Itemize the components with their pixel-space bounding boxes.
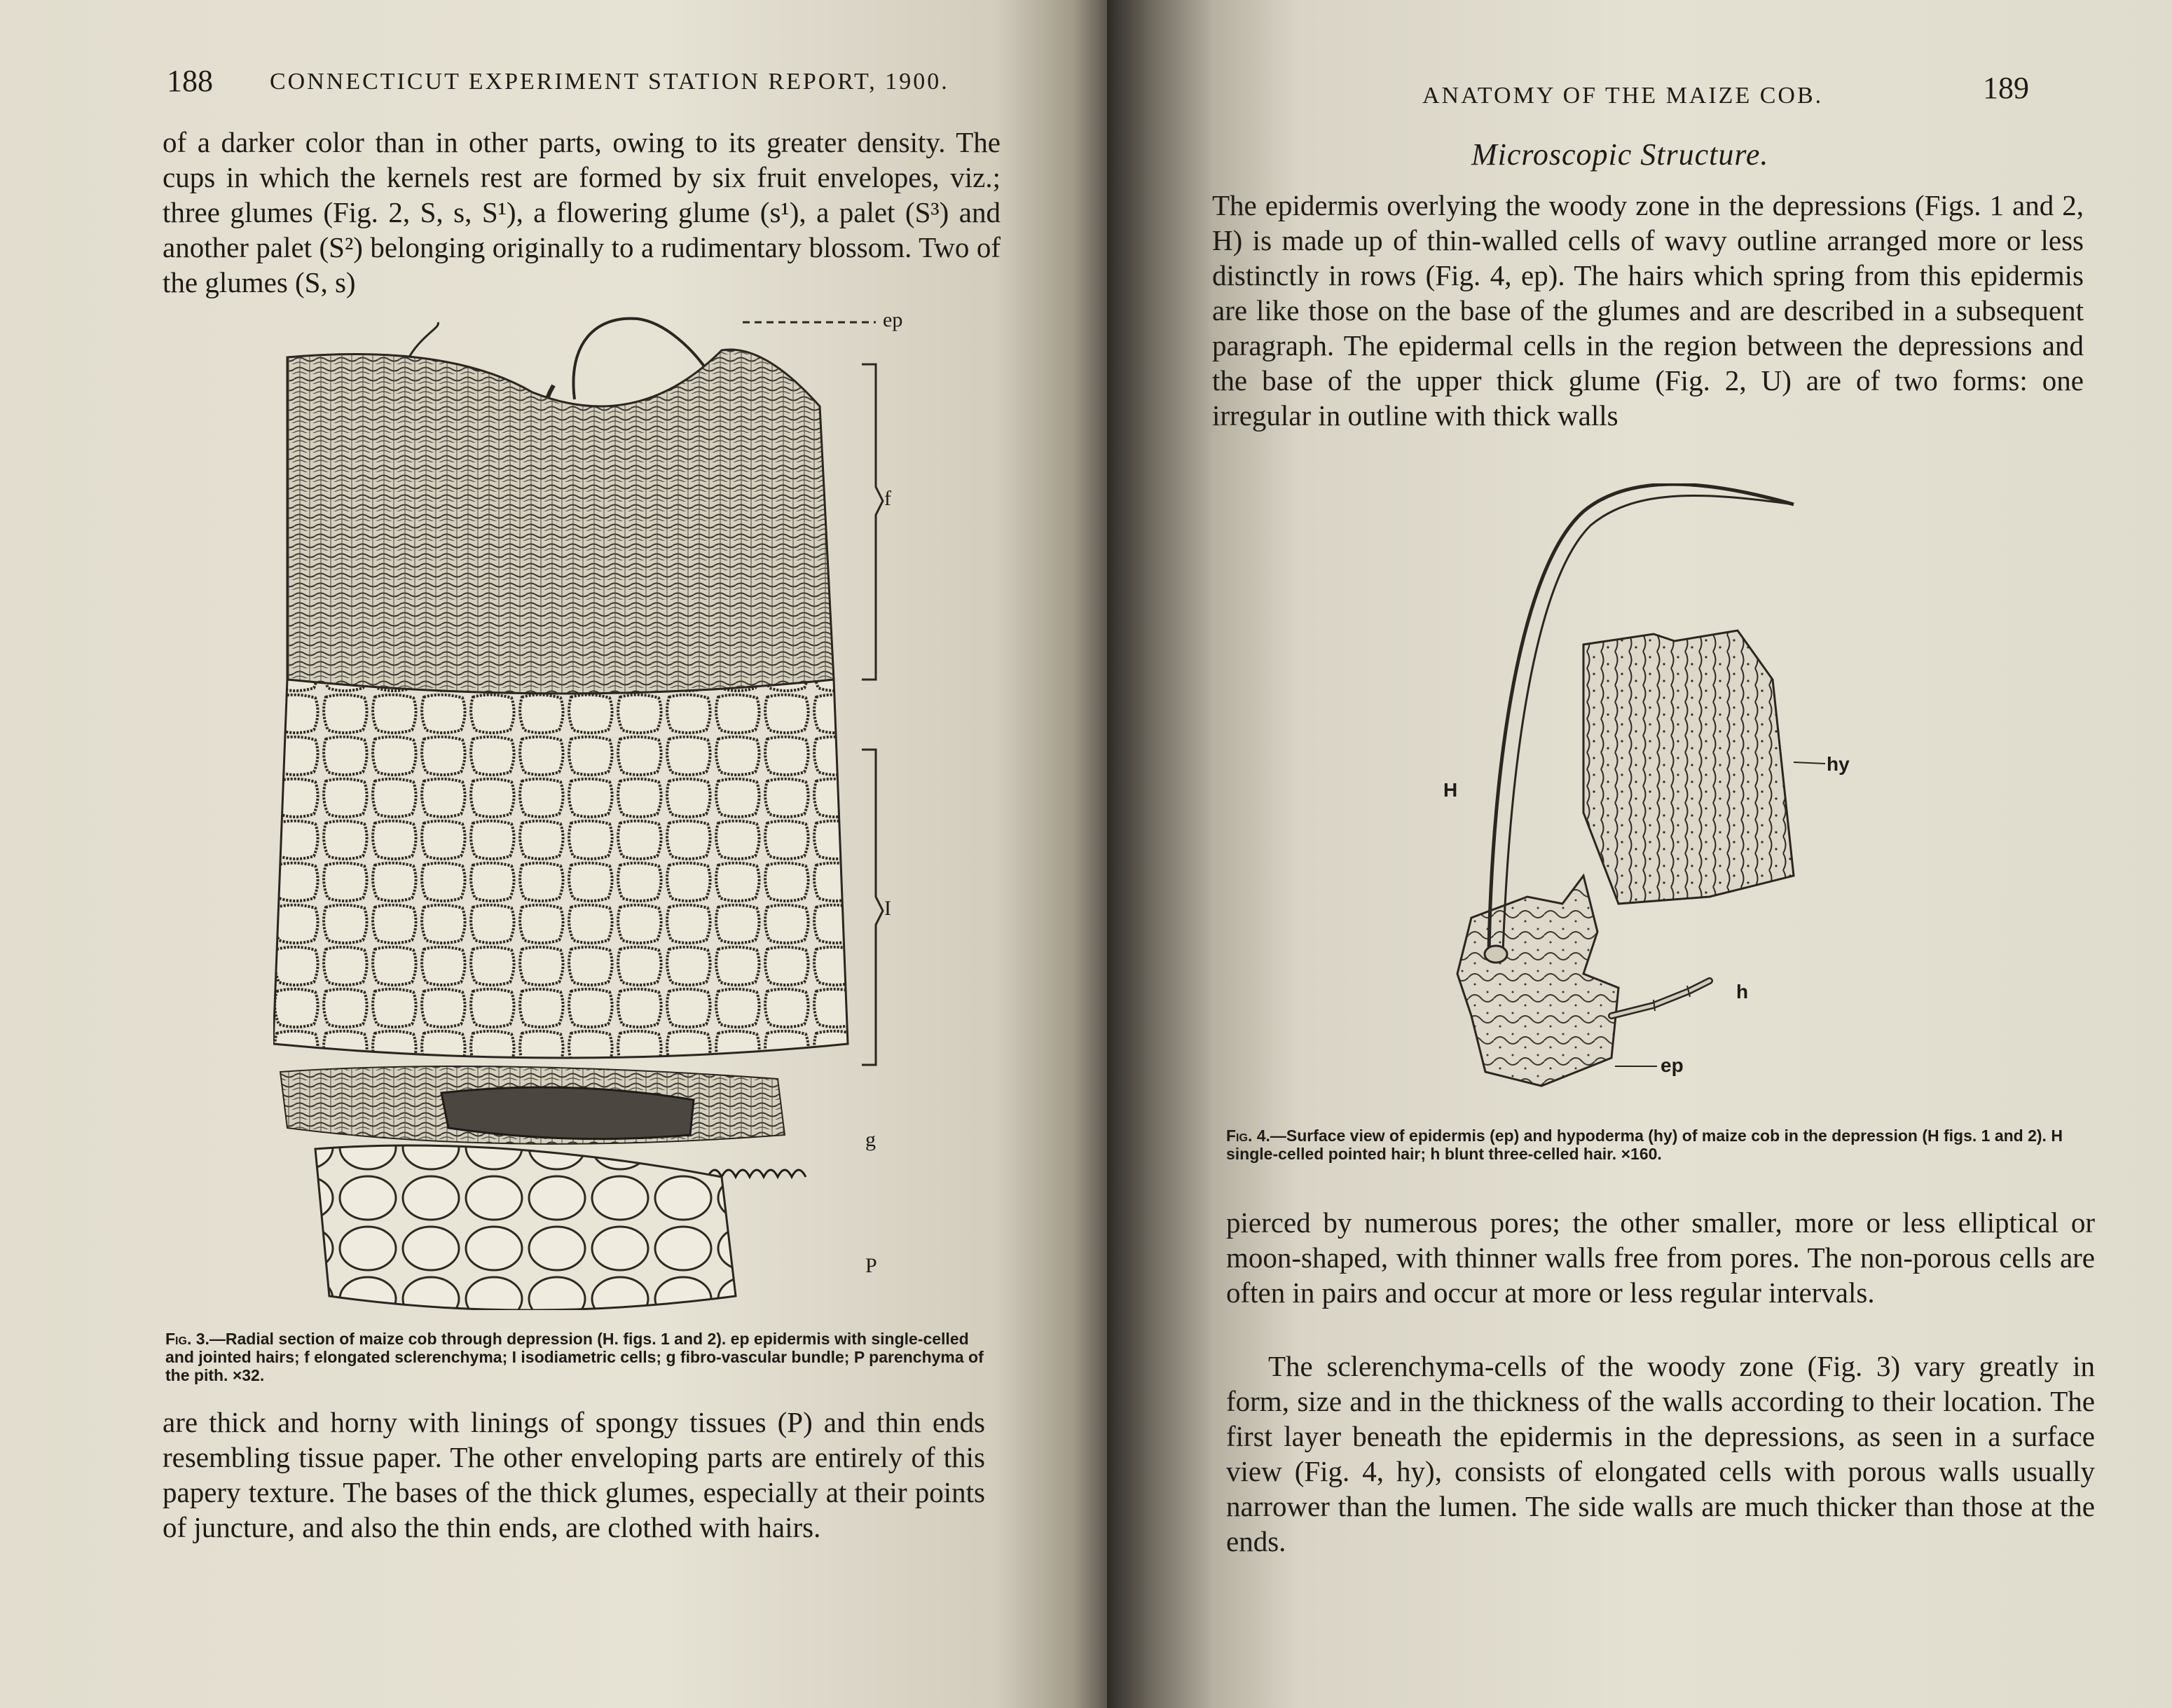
figure-3-caption-label: Fig. 3.: [165, 1330, 209, 1348]
figure-3-label-I: I: [884, 897, 891, 920]
figure-3-brackets: [736, 315, 897, 1086]
right-paragraph-middle: pierced by numerous pores; the other smaller, more or less elliptical or moon-shaped, with thinner walls free from pores. The non-porous cells are often in pairs and occur at more or less regular intervals.: [1226, 1206, 2095, 1309]
figure-4-caption-label: Fig. 4.: [1226, 1127, 1270, 1145]
right-page: [1107, 0, 2172, 1708]
figure-3-caption: [165, 1330, 996, 1384]
page-number-right: 189: [1983, 71, 2029, 105]
page-number-left: 188: [167, 64, 213, 98]
figure-3-label-g: g: [865, 1128, 876, 1151]
figure-4-label-h: h: [1736, 981, 1749, 1003]
left-paragraph-top: of a darker color than in other parts, owing to its greater density. The cups in which the kernels rest are formed by six fruit envelopes, viz.; three glumes (Fig. 2, S, s, S¹), a flowering glume (s¹), a palet (S³) and another palet (S²) belonging originally to a rudimentary blossom. Two of the glumes (S, s): [163, 126, 1001, 298]
figure-3-label-P: P: [865, 1254, 877, 1277]
figure-4-caption: [1226, 1127, 2095, 1163]
running-head-left: CONNECTICUT EXPERIMENT STATION REPORT, 1900.: [270, 69, 949, 95]
figure-4-label-H: H: [1443, 779, 1458, 801]
right-paragraph-bottom: The sclerenchyma-cells of the woody zone (Fig. 3) vary greatly in form, size and in the thickness of the walls according to their location. The first layer beneath the epidermis in the depressions, as seen in a surface view (Fig. 4, hy), consists of elongated cells with porous walls usually narrower than the lumen. The side walls are much thicker than those at the ends.: [1226, 1350, 2095, 1557]
section-title: Microscopic Structure.: [1471, 137, 1769, 172]
figure-4-label-ep: ep: [1661, 1054, 1684, 1076]
figure-4-surface-view: [1443, 483, 1934, 1100]
figure-3-label-f: f: [884, 487, 891, 510]
right-paragraph-top: The epidermis overlying the woody zone in the depressions (Figs. 1 and 2, H) is made up of thin-walled cells of wavy outline arranged more or less distinctly in rows (Fig. 4, ep). The hairs which spring from this epidermis are like those on the base of the glumes and are described in a subsequent paragraph. The epidermal cells in the region between the depressions and the base of the upper thick glume (Fig. 2, U) are of two forms: one irregular in outline with thick walls: [1212, 189, 2084, 432]
figure-4-caption-text: —Surface view of epidermis (ep) and hypoderma (hy) of maize cob in the depression (H figs. 1 and 2). H single-celled pointed hair; h blunt three-celled hair. ×160.: [1226, 1127, 2063, 1163]
figure-4-label-hy: hy: [1827, 753, 1850, 775]
left-paragraph-bottom: are thick and horny with linings of spongy tissues (P) and thin ends resembling tissue paper. The other enveloping parts are entirely of this papery texture. The bases of the thick glumes, especially at their points of juncture, and also the thin ends, are clothed with hairs.: [163, 1406, 985, 1543]
figure-3-caption-text: —Radial section of maize cob through depression (H. figs. 1 and 2). ep epidermis with single-celled and jointed hairs; f elongated sclerenchyma; I isodiametric cells; g fibro-vascular bundle; P parenchyma of the pith. ×32.: [165, 1330, 984, 1384]
running-head-right: ANATOMY OF THE MAIZE COB.: [1422, 83, 1824, 109]
figure-3-label-ep: ep: [883, 308, 903, 331]
